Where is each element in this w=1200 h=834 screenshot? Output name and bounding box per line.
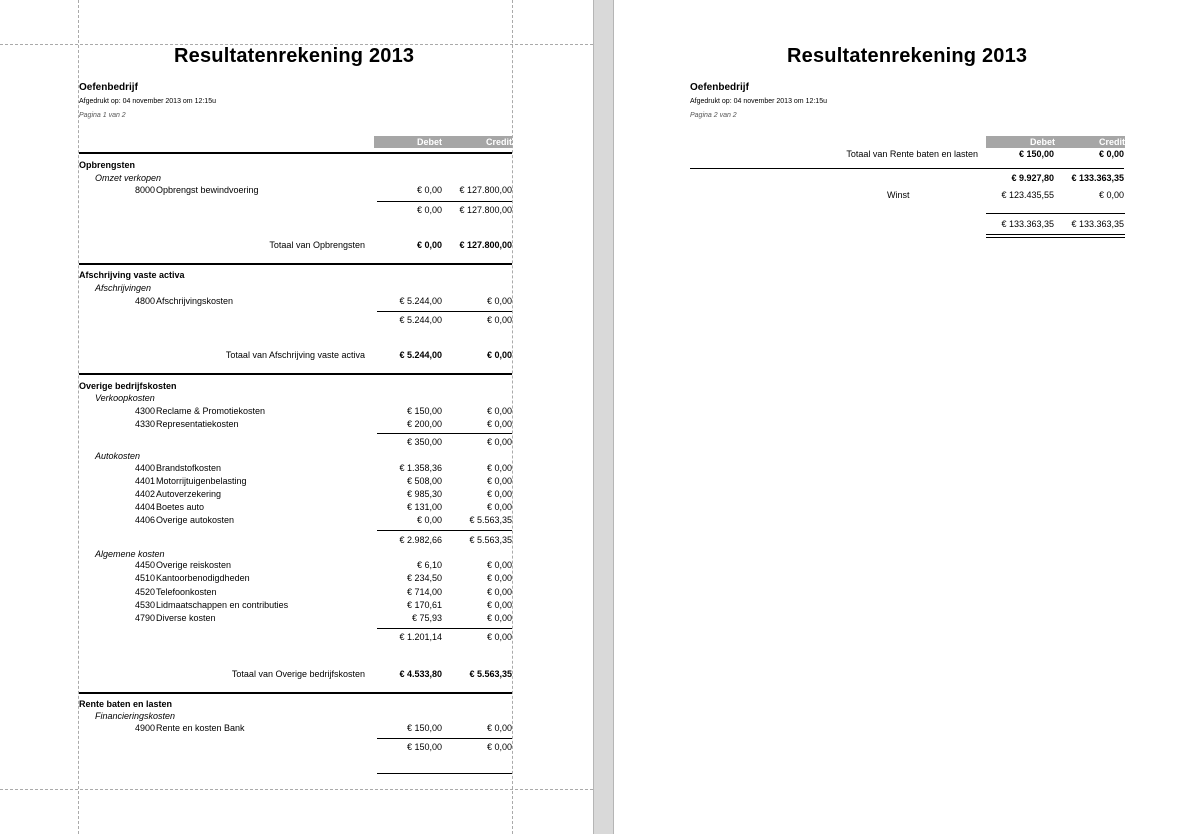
- account-code: 4790: [134, 613, 155, 623]
- account-credit: € 0,00: [486, 600, 512, 610]
- account-name: Boetes auto: [156, 502, 205, 512]
- account-name: Autoverzekering: [156, 489, 222, 499]
- account-code: 4450: [134, 560, 155, 570]
- group-title: Autokosten: [95, 451, 141, 461]
- total-line: [377, 773, 512, 774]
- report-title: Resultatenrekening 2013: [174, 45, 415, 67]
- account-credit: € 0,00: [486, 406, 512, 416]
- account-credit: € 0,00: [486, 463, 512, 473]
- section-divider: [79, 373, 512, 375]
- winst-debet: € 123.435,55: [1001, 190, 1054, 200]
- carry-total-credit: € 0,00: [1098, 149, 1124, 159]
- account-name: Telefoonkosten: [156, 587, 217, 597]
- subtotal-debet: € 2.982,66: [399, 535, 442, 545]
- margin-guide-bottom: [0, 789, 593, 790]
- account-code: 4404: [134, 502, 155, 512]
- section-total-label: Totaal van Opbrengsten: [269, 240, 365, 250]
- grand-total-divider: [690, 168, 1124, 169]
- account-credit: € 0,00: [486, 723, 512, 733]
- account-debet: € 200,00: [406, 419, 442, 429]
- account-debet: € 508,00: [406, 476, 442, 486]
- page-number: Pagina 1 van 2: [79, 112, 126, 119]
- account-credit: € 0,00: [486, 476, 512, 486]
- account-name: Opbrengst bewindvoering: [156, 185, 259, 195]
- carry-total-label: Totaal van Rente baten en lasten: [846, 149, 978, 159]
- column-header-debet: Debet: [416, 137, 442, 147]
- section-total-label: Totaal van Afschrijving vaste activa: [225, 350, 365, 360]
- final-total-line: [986, 213, 1125, 214]
- column-header-credit: Credit: [486, 137, 513, 147]
- subtotal-credit: € 0,00: [486, 437, 512, 447]
- group-title: Financieringskosten: [95, 711, 176, 721]
- account-code: 4510: [134, 573, 155, 583]
- grand-total-debet: € 9.927,80: [1011, 173, 1054, 183]
- subtotal-credit: € 0,00: [486, 315, 512, 325]
- account-name: Representatiekosten: [156, 419, 239, 429]
- account-credit: € 0,00: [486, 502, 512, 512]
- account-code: 4402: [134, 489, 155, 499]
- group-title: Omzet verkopen: [95, 173, 162, 183]
- account-debet: € 985,30: [406, 489, 442, 499]
- subtotal-credit: € 0,00: [486, 632, 512, 642]
- account-credit: € 0,00: [486, 296, 512, 306]
- account-debet: € 0,00: [416, 185, 442, 195]
- account-name: Diverse kosten: [156, 613, 216, 623]
- final-total-debet: € 133.363,35: [1001, 219, 1054, 229]
- account-name: Overige reiskosten: [156, 560, 232, 570]
- account-credit: € 0,00: [486, 573, 512, 583]
- group-title: Afschrijvingen: [95, 283, 152, 293]
- account-credit: € 0,00: [486, 587, 512, 597]
- winst-credit: € 0,00: [1098, 190, 1124, 200]
- account-debet: € 5.244,00: [399, 296, 442, 306]
- final-total-credit: € 133.363,35: [1071, 219, 1124, 229]
- final-double-underline: [986, 234, 1125, 238]
- account-name: Overige autokosten: [156, 515, 235, 525]
- section-total-debet: € 4.533,80: [399, 669, 442, 679]
- section-total-label: Totaal van Overige bedrijfskosten: [231, 669, 365, 679]
- subtotal-credit: € 5.563,35: [469, 535, 512, 545]
- section-divider: [79, 263, 512, 265]
- account-debet: € 150,00: [406, 723, 442, 733]
- carry-total-debet: € 150,00: [1018, 149, 1054, 159]
- subtotal-debet: € 1.201,14: [399, 632, 442, 642]
- subtotal-credit: € 0,00: [486, 742, 512, 752]
- subtotal-line: [377, 311, 512, 312]
- account-code: 4400: [134, 463, 155, 473]
- account-code: 8000: [134, 185, 155, 195]
- account-code: 4900: [134, 723, 155, 733]
- grand-total-credit: € 133.363,35: [1071, 173, 1124, 183]
- column-header-bar: [986, 136, 1125, 148]
- account-credit: € 127.800,00: [459, 185, 512, 195]
- account-debet: € 714,00: [406, 587, 442, 597]
- account-debet: € 0,00: [416, 515, 442, 525]
- margin-guide-right: [512, 0, 513, 834]
- printed-date: Afgedrukt op: 04 november 2013 om 12:15u: [79, 98, 216, 105]
- account-code: 4401: [134, 476, 155, 486]
- account-debet: € 6,10: [416, 560, 442, 570]
- report-page-2: [614, 0, 1200, 834]
- group-title: Verkoopkosten: [95, 393, 155, 403]
- subtotal-debet: € 5.244,00: [399, 315, 442, 325]
- section-total-credit: € 5.563,35: [469, 669, 512, 679]
- winst-label: Winst: [887, 190, 910, 200]
- group-title: Algemene kosten: [95, 549, 165, 559]
- account-credit: € 0,00: [486, 560, 512, 570]
- account-name: Brandstofkosten: [156, 463, 222, 473]
- section-total-credit: € 0,00: [486, 350, 512, 360]
- account-code: 4800: [134, 296, 155, 306]
- account-code: 4520: [134, 587, 155, 597]
- account-debet: € 75,93: [411, 613, 442, 623]
- section-divider: [79, 692, 512, 694]
- account-credit: € 5.563,35: [469, 515, 512, 525]
- account-name: Kantoorbenodigdheden: [156, 573, 250, 583]
- account-name: Motorrijtuigenbelasting: [156, 476, 247, 486]
- section-title: Opbrengsten: [79, 160, 136, 170]
- section-total-credit: € 127.800,00: [459, 240, 512, 250]
- account-code: 4330: [134, 419, 155, 429]
- account-credit: € 0,00: [486, 419, 512, 429]
- section-total-debet: € 0,00: [416, 240, 442, 250]
- account-debet: € 170,61: [406, 600, 442, 610]
- account-credit: € 0,00: [486, 613, 512, 623]
- account-credit: € 0,00: [486, 489, 512, 499]
- column-header-debet: Debet: [1029, 137, 1055, 147]
- printed-date: Afgedrukt op: 04 november 2013 om 12:15u: [690, 98, 827, 105]
- subtotal-line: [377, 530, 512, 531]
- column-header-bar: [374, 136, 512, 148]
- subtotal-line: [377, 201, 512, 202]
- account-debet: € 150,00: [406, 406, 442, 416]
- account-code: 4406: [134, 515, 155, 525]
- account-debet: € 234,50: [406, 573, 442, 583]
- company-name: Oefenbedrijf: [79, 82, 138, 93]
- section-title: Overige bedrijfskosten: [79, 381, 177, 391]
- subtotal-line: [377, 738, 512, 739]
- section-total-debet: € 5.244,00: [399, 350, 442, 360]
- subtotal-debet: € 0,00: [416, 205, 442, 215]
- account-code: 4300: [134, 406, 155, 416]
- account-debet: € 1.358,36: [399, 463, 442, 473]
- subtotal-line: [377, 433, 512, 434]
- account-debet: € 131,00: [406, 502, 442, 512]
- section-divider: [79, 152, 512, 154]
- section-title: Afschrijving vaste activa: [79, 270, 185, 280]
- report-title: Resultatenrekening 2013: [787, 45, 1028, 67]
- account-name: Reclame & Promotiekosten: [156, 406, 266, 416]
- account-name: Rente en kosten Bank: [156, 723, 245, 733]
- subtotal-line: [377, 628, 512, 629]
- page-number: Pagina 2 van 2: [690, 112, 737, 119]
- subtotal-debet: € 150,00: [406, 742, 442, 752]
- account-name: Afschrijvingskosten: [156, 296, 234, 306]
- column-header-credit: Credit: [1099, 137, 1126, 147]
- subtotal-credit: € 127.800,00: [459, 205, 512, 215]
- account-code: 4530: [134, 600, 155, 610]
- report-page-1: [0, 0, 593, 834]
- subtotal-debet: € 350,00: [406, 437, 442, 447]
- company-name: Oefenbedrijf: [690, 82, 749, 93]
- section-title: Rente baten en lasten: [79, 699, 173, 709]
- account-name: Lidmaatschappen en contributies: [156, 600, 289, 610]
